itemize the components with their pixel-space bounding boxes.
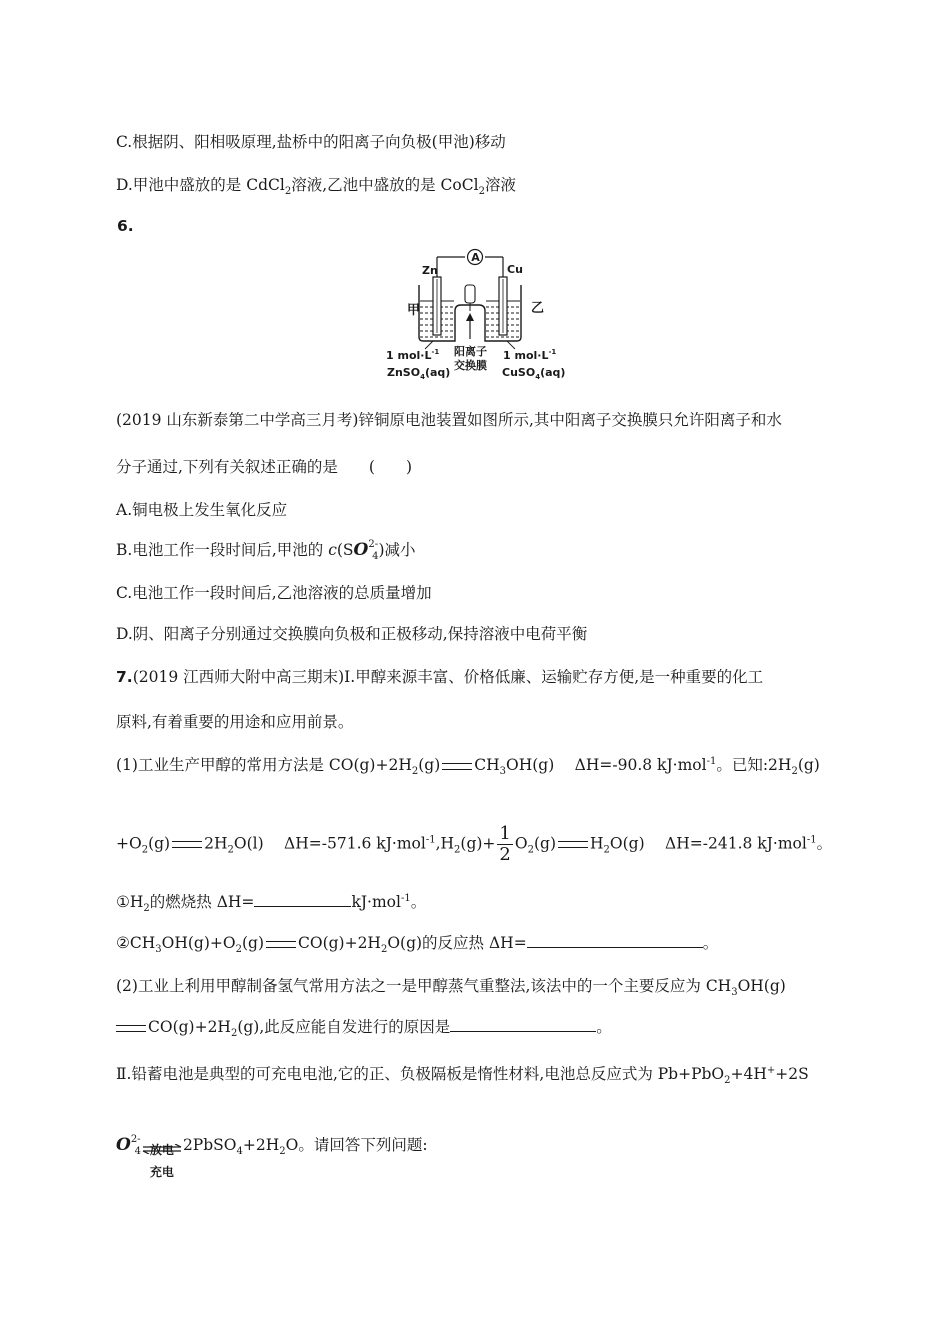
superscript: -1 [400, 892, 411, 904]
superscript: -1 [706, 755, 717, 767]
text-run: 。 [410, 893, 427, 911]
subscript: 2 [603, 844, 610, 856]
text-run: kJ·mol [351, 893, 401, 911]
text-run: O。请回答下列问题: [285, 1136, 428, 1154]
left-concentration: 1 $mol\cdot L^{-1}$ [386, 348, 440, 362]
subscript: 2 [227, 844, 234, 856]
subscript: 4 [372, 551, 379, 562]
numerator: 1 [499, 823, 511, 844]
option-6c: C.电池工作一段时间后,乙池溶液的总质量增加 [116, 584, 432, 602]
question-8-reaction [116, 1124, 428, 1179]
jia-label: 甲 [407, 303, 421, 318]
equal-sign [116, 1025, 146, 1032]
text-run: OH(g)+O [161, 934, 236, 952]
membrane-holder [465, 285, 475, 303]
text-run: ①H [116, 893, 144, 911]
text-run: )减小 [378, 541, 416, 559]
text-run: (S [336, 541, 354, 559]
subscript: 2 [279, 1146, 286, 1158]
answer-blank[interactable] [527, 933, 703, 948]
question-7-stem-line1 [116, 667, 763, 687]
membrane-label-line2: 交换膜 [454, 359, 487, 372]
ammeter-label: A [471, 251, 480, 264]
text-run: OH(g) ΔH=-90.8 kJ·mol [506, 756, 707, 774]
subscript: 2 [527, 844, 534, 856]
equal-sign [172, 841, 202, 848]
text-run: (g) [797, 756, 820, 774]
question-6-stem-line1: (2019 山东新泰第二中学高三月考)锌铜原电池装置如图所示,其中阳离子交换膜只允许阳离子和水 [116, 411, 782, 429]
text-run: CO(g)+2H [298, 934, 381, 952]
text-run: 。已知:2H [716, 756, 792, 774]
text-run: D.甲池中盛放的是 CdCl [116, 176, 285, 194]
subscript: 2 [791, 766, 798, 778]
subscript: 3 [499, 766, 507, 778]
option-5c: C.根据阴、阳相吸原理,盐桥中的阳离子向负极(甲池)移动 [116, 133, 506, 151]
right-concentration: 1 $mol\cdot L^{-1}$ [503, 348, 557, 362]
question-7-sub1 [116, 892, 427, 915]
equal-sign [442, 763, 472, 770]
discharge-label: 放电 [149, 1143, 174, 1157]
text-run: +2H [242, 1136, 280, 1154]
right-solution-label: CuSO$_4$(aq) [502, 366, 565, 381]
text-run: (g) [241, 934, 264, 952]
subscript: 4 [134, 1146, 141, 1157]
option-6b [116, 540, 416, 563]
text-run: +O [116, 834, 142, 853]
text-run: OH(g) [737, 977, 786, 995]
text-run: H [590, 834, 604, 853]
subscript: 4 [236, 1146, 243, 1158]
subscript: 2 [454, 844, 461, 856]
question-8-stem [116, 1064, 809, 1087]
text-run: O [514, 834, 528, 853]
text-run: (2)工业上利用甲醇制备氢气常用方法之一是甲醇蒸气重整法,该法中的一个主要反应为 CH [116, 977, 732, 995]
superscript: 2- [130, 1134, 141, 1145]
subscript: 2 [478, 186, 485, 198]
text-run: (g) [148, 834, 171, 853]
text-run: 的燃烧热 ΔH= [149, 893, 255, 911]
superscript: 2- [368, 539, 379, 550]
fraction-one-half [497, 824, 512, 865]
text-run: (1)工业生产甲醇的常用方法是 CO(g)+2H [116, 756, 412, 774]
sulfate-ion: O [353, 540, 369, 560]
answer-blank[interactable] [450, 1017, 596, 1032]
text-run: 。 [702, 934, 719, 952]
question-number-7: 7. [116, 668, 133, 686]
question-7-stem-line2: 原料,有着重要的用途和应用前景。 [116, 713, 354, 731]
text-run: ②CH [116, 934, 156, 952]
text-run: CH [474, 756, 500, 774]
question-7-part1-line2 [116, 824, 832, 865]
equal-sign [558, 841, 588, 848]
subscript: 3 [155, 944, 162, 956]
text-run: (g)+ [460, 834, 496, 853]
text-run: O(g) ΔH=-241.8 kJ·mol [609, 834, 807, 853]
superscript: -1 [806, 834, 817, 846]
subscript: 2 [230, 1028, 238, 1040]
answer-blank[interactable] [254, 892, 351, 907]
subscript: 2 [724, 1075, 731, 1087]
text-run: Ⅱ.铅蓄电池是典型的可充电电池,它的正、负极隔板是惰性材料,电池总反应式为 Pb+PbO [116, 1065, 725, 1083]
text-run: ,H [435, 834, 455, 853]
text-run: (g) [418, 756, 441, 774]
text-run: 。 [816, 834, 833, 853]
text-run: B.电池工作一段时间后,甲池的 [116, 541, 329, 559]
text-run: 。 [596, 1018, 612, 1036]
question-7-sub2 [116, 933, 719, 956]
charge-label: 充电 [149, 1165, 174, 1179]
option-6a: A.铜电极上发生氧化反应 [116, 501, 288, 519]
subscript: 2 [141, 844, 149, 856]
subscript: 2 [411, 766, 419, 778]
subscript: 2 [380, 944, 388, 956]
question-number-6: 6. [117, 217, 134, 235]
text-run: O(l) ΔH=-571.6 kJ·mol [233, 834, 426, 853]
text-run: O(g)的反应热 ΔH= [387, 934, 527, 952]
superscript: -1 [425, 834, 436, 846]
text-run: 2H [204, 834, 228, 853]
text-run: (2019 江西师大附中高三期末)Ⅰ.甲醇来源丰富、价格低廉、运输贮存方便,是一种重要的化工 [132, 668, 764, 686]
subscript: 2 [235, 944, 242, 956]
subscript: 3 [731, 987, 738, 999]
text-run: (g),此反应能自发进行的原因是 [237, 1018, 451, 1036]
text-run: CO(g)+2H [148, 1018, 231, 1036]
option-6d: D.阴、阳离子分别通过交换膜向负极和正极移动,保持溶液中电荷平衡 [116, 625, 588, 643]
superscript: + [766, 1064, 776, 1076]
yi-label: 乙 [531, 301, 545, 316]
membrane-label-line1: 阳离子 [454, 345, 487, 358]
subscript: 2 [143, 903, 150, 915]
equal-sign [266, 941, 296, 948]
text-run: 2PbSO [182, 1136, 237, 1154]
galvanic-cell-diagram [385, 245, 565, 385]
question-7-part2-line2 [116, 1017, 612, 1040]
cu-label: Cu [507, 263, 523, 276]
question-6-stem-line2: 分子通过,下列有关叙述正确的是 ( ) [116, 458, 413, 476]
text-run: 溶液,乙池中盛放的是 CoCl [291, 176, 479, 194]
reversible-arrow [141, 1129, 183, 1179]
option-5d [116, 175, 516, 198]
sulfate-ion: O [116, 1135, 131, 1155]
denominator: 2 [499, 844, 511, 865]
italic-c: c [328, 541, 337, 559]
left-solution-label: ZnSO$_4$(aq) [387, 366, 451, 381]
subscript: 2 [284, 186, 292, 198]
text-run: +4H [730, 1065, 767, 1083]
text-run: (g) [533, 834, 556, 853]
question-7-part1-line1 [116, 755, 820, 778]
zn-label: Zn [422, 264, 438, 277]
text-run: 溶液 [484, 176, 516, 194]
text-run: +2S [775, 1065, 809, 1083]
question-7-part2-line1 [116, 976, 786, 999]
